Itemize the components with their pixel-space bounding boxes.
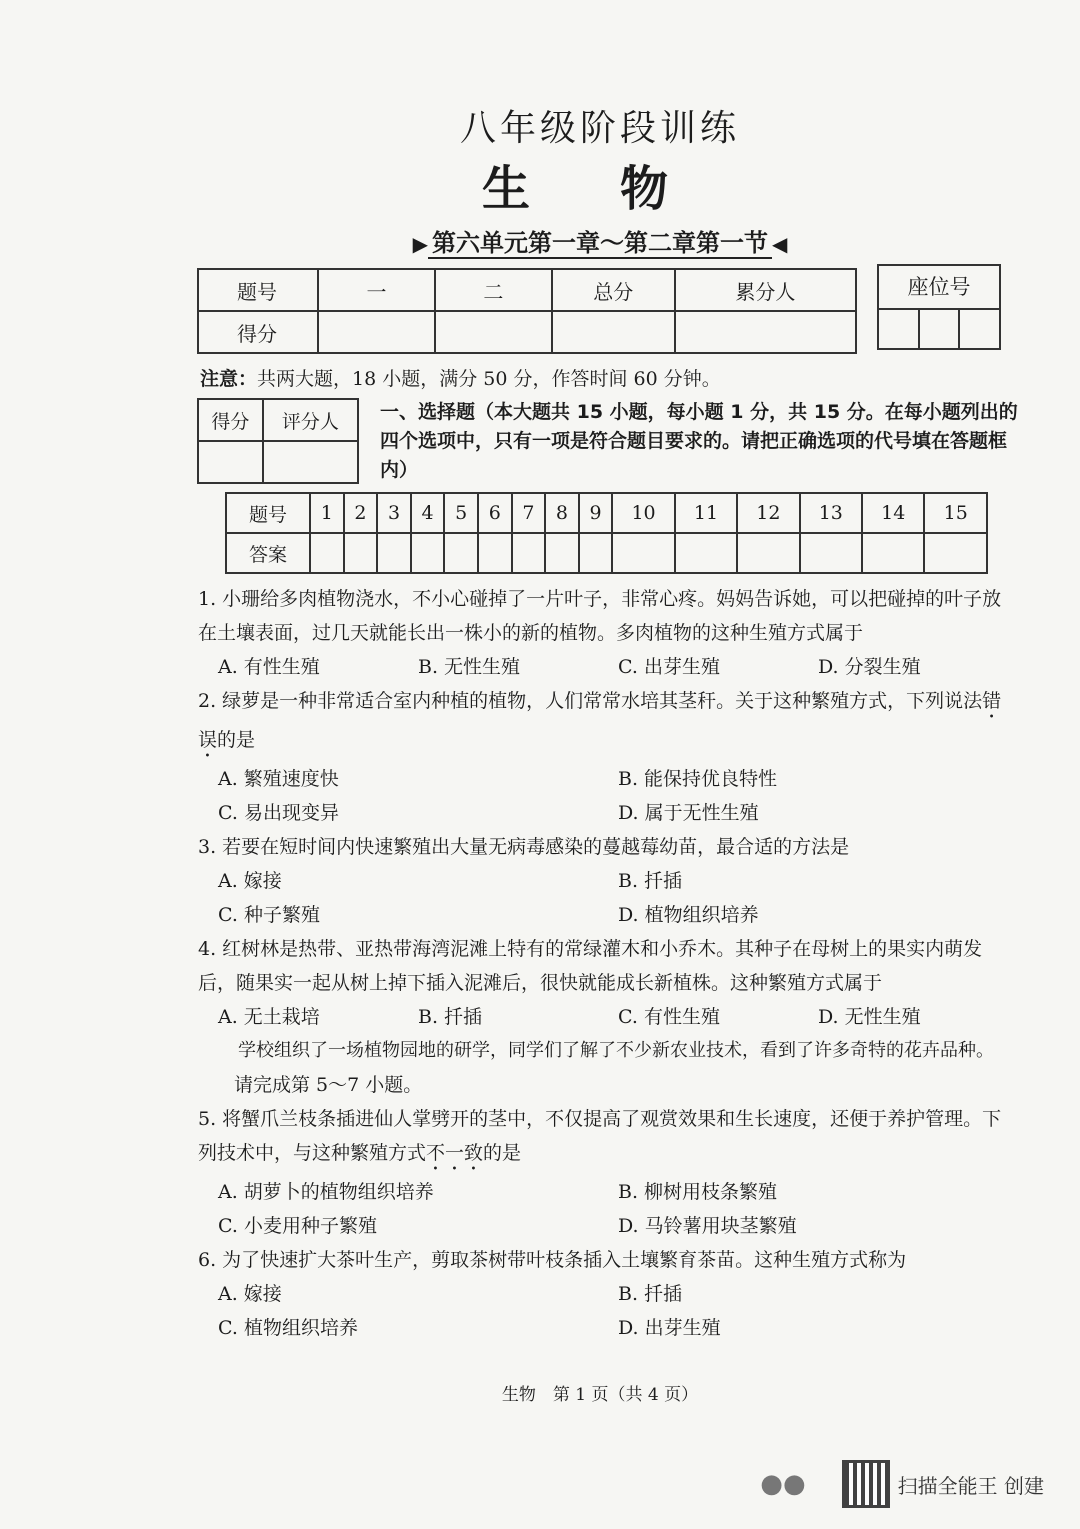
options-row <box>198 762 1018 796</box>
seat-label: 座位号 <box>879 266 999 310</box>
option: A. 无土栽培 <box>218 1006 320 1028</box>
material-prompt: 请完成第 5～7 小题。 <box>234 1074 423 1096</box>
answer-number-cell: 13 <box>800 493 862 533</box>
grader-score-label: 得分 <box>198 399 263 441</box>
option: A. 嫁接 <box>218 1283 282 1305</box>
score-header-cell: 总分 <box>552 269 675 311</box>
exam-note <box>200 364 721 391</box>
answer-number-cell: 14 <box>862 493 924 533</box>
option: B. 无性生殖 <box>418 656 521 678</box>
grader-name-cell[interactable] <box>263 441 358 483</box>
seat-digit-cell[interactable] <box>879 310 920 350</box>
question-stem: 6. 为了快速扩大茶叶生产，剪取茶树带叶枝条插入土壤繁育茶苗。这种生殖方式称为 <box>198 1249 907 1271</box>
answer-number-cell: 9 <box>579 493 613 533</box>
score-header-cell: 累分人 <box>675 269 856 311</box>
score-input-cell[interactable] <box>552 311 675 353</box>
options-row <box>198 864 1018 898</box>
option: D. 出芽生殖 <box>618 1317 721 1339</box>
option: D. 属于无性生殖 <box>618 802 759 824</box>
answer-input-cell[interactable] <box>924 533 987 573</box>
unit-text: 第六单元第一章～第二章第一节 <box>428 228 772 259</box>
option: D. 无性生殖 <box>818 1006 921 1028</box>
answer-input-cell[interactable] <box>344 533 378 573</box>
seat-number-box <box>877 264 1001 350</box>
subject-title: 生物 <box>481 161 758 217</box>
answer-table <box>225 492 988 574</box>
answer-a-label: 答案 <box>226 533 310 573</box>
score-header-cell: 题号 <box>198 269 318 311</box>
answer-number-cell: 15 <box>924 493 987 533</box>
option: C. 种子繁殖 <box>218 904 320 926</box>
answer-input-cell[interactable] <box>444 533 478 573</box>
score-input-cell[interactable] <box>435 311 552 353</box>
options-row <box>198 1311 1018 1345</box>
questions <box>198 582 1018 1345</box>
option: C. 出芽生殖 <box>618 656 720 678</box>
score-header-cell: 二 <box>435 269 552 311</box>
triangle-right-icon: ▶ <box>412 232 428 256</box>
answer-number-cell: 7 <box>512 493 546 533</box>
answer-input-cell[interactable] <box>377 533 411 573</box>
answer-number-cell: 8 <box>545 493 579 533</box>
question-stem: 1. 小珊给多肉植物浇水，不小心碰掉了一片叶子，非常心疼。妈妈告诉她，可以把碰掉的叶子放在土壤表面，过几天就能长出一株小的新的植物。多肉植物的这种生殖方式属于 <box>198 588 1002 644</box>
option: D. 分裂生殖 <box>818 656 921 678</box>
answer-input-cell[interactable] <box>612 533 674 573</box>
grader-name-label: 评分人 <box>263 399 358 441</box>
option: A. 嫁接 <box>218 870 282 892</box>
option: D. 植物组织培养 <box>618 904 759 926</box>
answer-number-cell: 3 <box>377 493 411 533</box>
option: C. 小麦用种子繁殖 <box>218 1215 377 1237</box>
note-text: 共两大题，18 小题，满分 50 分，作答时间 60 分钟。 <box>257 368 721 390</box>
answer-input-cell[interactable] <box>545 533 579 573</box>
seat-digit-cell[interactable] <box>960 310 999 350</box>
options-row <box>198 1000 1018 1034</box>
answer-input-cell[interactable] <box>579 533 613 573</box>
emphasis-text: 不一致 <box>426 1142 484 1164</box>
answer-input-cell[interactable] <box>800 533 862 573</box>
exam-title: 八年级阶段训练 <box>459 108 740 149</box>
answer-input-cell[interactable] <box>310 533 344 573</box>
qr-code-icon <box>842 1460 890 1508</box>
options-row <box>198 650 1018 684</box>
score-input-cell[interactable] <box>675 311 856 353</box>
option: A. 繁殖速度快 <box>218 768 339 790</box>
option: D. 马铃薯用块茎繁殖 <box>618 1215 797 1237</box>
answer-number-cell: 4 <box>411 493 445 533</box>
material-text: 学校组织了一场植物园地的研学，同学们了解了不少新农业技术，看到了许多奇特的花卉品种。 <box>238 1040 994 1061</box>
option: B. 扦插 <box>618 870 683 892</box>
option: B. 扦插 <box>618 1283 683 1305</box>
answer-input-cell[interactable] <box>512 533 546 573</box>
answer-q-label: 题号 <box>226 493 310 533</box>
emphasis-text: 错误 <box>198 690 1002 751</box>
options-row <box>198 1209 1018 1243</box>
options-row <box>198 1175 1018 1209</box>
section-heading: 一、选择题（本大题共 15 小题，每小题 1 分，共 15 分。在每小题列出的四个选项中，只有一项是符合题目要求的。请把正确选项的代号填在答题框内） <box>380 401 1018 481</box>
answer-number-cell: 5 <box>444 493 478 533</box>
answer-number-cell: 10 <box>612 493 674 533</box>
grader-score-cell[interactable] <box>198 441 263 483</box>
option: B. 能保持优良特性 <box>618 768 778 790</box>
answer-number-cell: 1 <box>310 493 344 533</box>
option: C. 植物组织培养 <box>218 1317 358 1339</box>
note-label: 注意： <box>200 368 258 390</box>
question-stem: 3. 若要在短时间内快速繁殖出大量无病毒感染的蔓越莓幼苗，最合适的方法是 <box>198 836 850 858</box>
options-row <box>198 898 1018 932</box>
answer-input-cell[interactable] <box>675 533 737 573</box>
stem-text: 的是 <box>217 729 256 751</box>
answer-input-cell[interactable] <box>478 533 512 573</box>
option: C. 有性生殖 <box>618 1006 720 1028</box>
question-stem: 4. 红树林是热带、亚热带海湾泥滩上特有的常绿灌木和小乔木。其种子在母树上的果实内萌发后，随果实一起从树上掉下插入泥滩后，很快就能成长新植株。这种繁殖方式属于 <box>198 938 983 994</box>
answer-number-cell: 6 <box>478 493 512 533</box>
grader-table <box>197 398 359 484</box>
stem-text: 的是 <box>483 1142 522 1164</box>
watermark <box>760 1460 1044 1508</box>
answer-input-cell[interactable] <box>411 533 445 573</box>
options-row <box>198 1277 1018 1311</box>
question-stem <box>198 1102 1018 1175</box>
option: C. 易出现变异 <box>218 802 339 824</box>
option: A. 胡萝卜的植物组织培养 <box>218 1181 434 1203</box>
stem-text: 2. 绿萝是一种非常适合室内种植的植物，人们常常水培其茎秆。关于这种繁殖方式，下列说法 <box>198 690 983 712</box>
triangle-left-icon: ◀ <box>772 232 788 256</box>
answer-input-cell[interactable] <box>862 533 924 573</box>
wechat-icon: ●● <box>760 1469 806 1499</box>
option: B. 扦插 <box>418 1006 483 1028</box>
answer-number-cell: 2 <box>344 493 378 533</box>
seat-digit-cell[interactable] <box>920 310 961 350</box>
score-header-cell: 一 <box>318 269 435 311</box>
question-stem <box>198 684 1018 762</box>
stem-text: 5. 将蟹爪兰枝条插进仙人掌劈开的茎中，不仅提高了观赏效果和生长速度，还便于养护管理。下列技术中，与这种繁殖方式 <box>198 1108 1002 1164</box>
answer-number-cell: 12 <box>737 493 799 533</box>
watermark-text: 扫描全能王 创建 <box>897 1473 1044 1498</box>
answer-number-cell: 11 <box>675 493 737 533</box>
answer-input-cell[interactable] <box>737 533 799 573</box>
page-footer: 生物 第 1 页（共 4 页） <box>501 1385 699 1405</box>
score-input-cell[interactable] <box>318 311 435 353</box>
score-table <box>197 268 857 354</box>
score-row-label: 得分 <box>198 311 318 353</box>
unit-banner <box>0 223 1080 258</box>
option: A. 有性生殖 <box>218 656 320 678</box>
option: B. 柳树用枝条繁殖 <box>618 1181 778 1203</box>
options-row <box>198 796 1018 830</box>
